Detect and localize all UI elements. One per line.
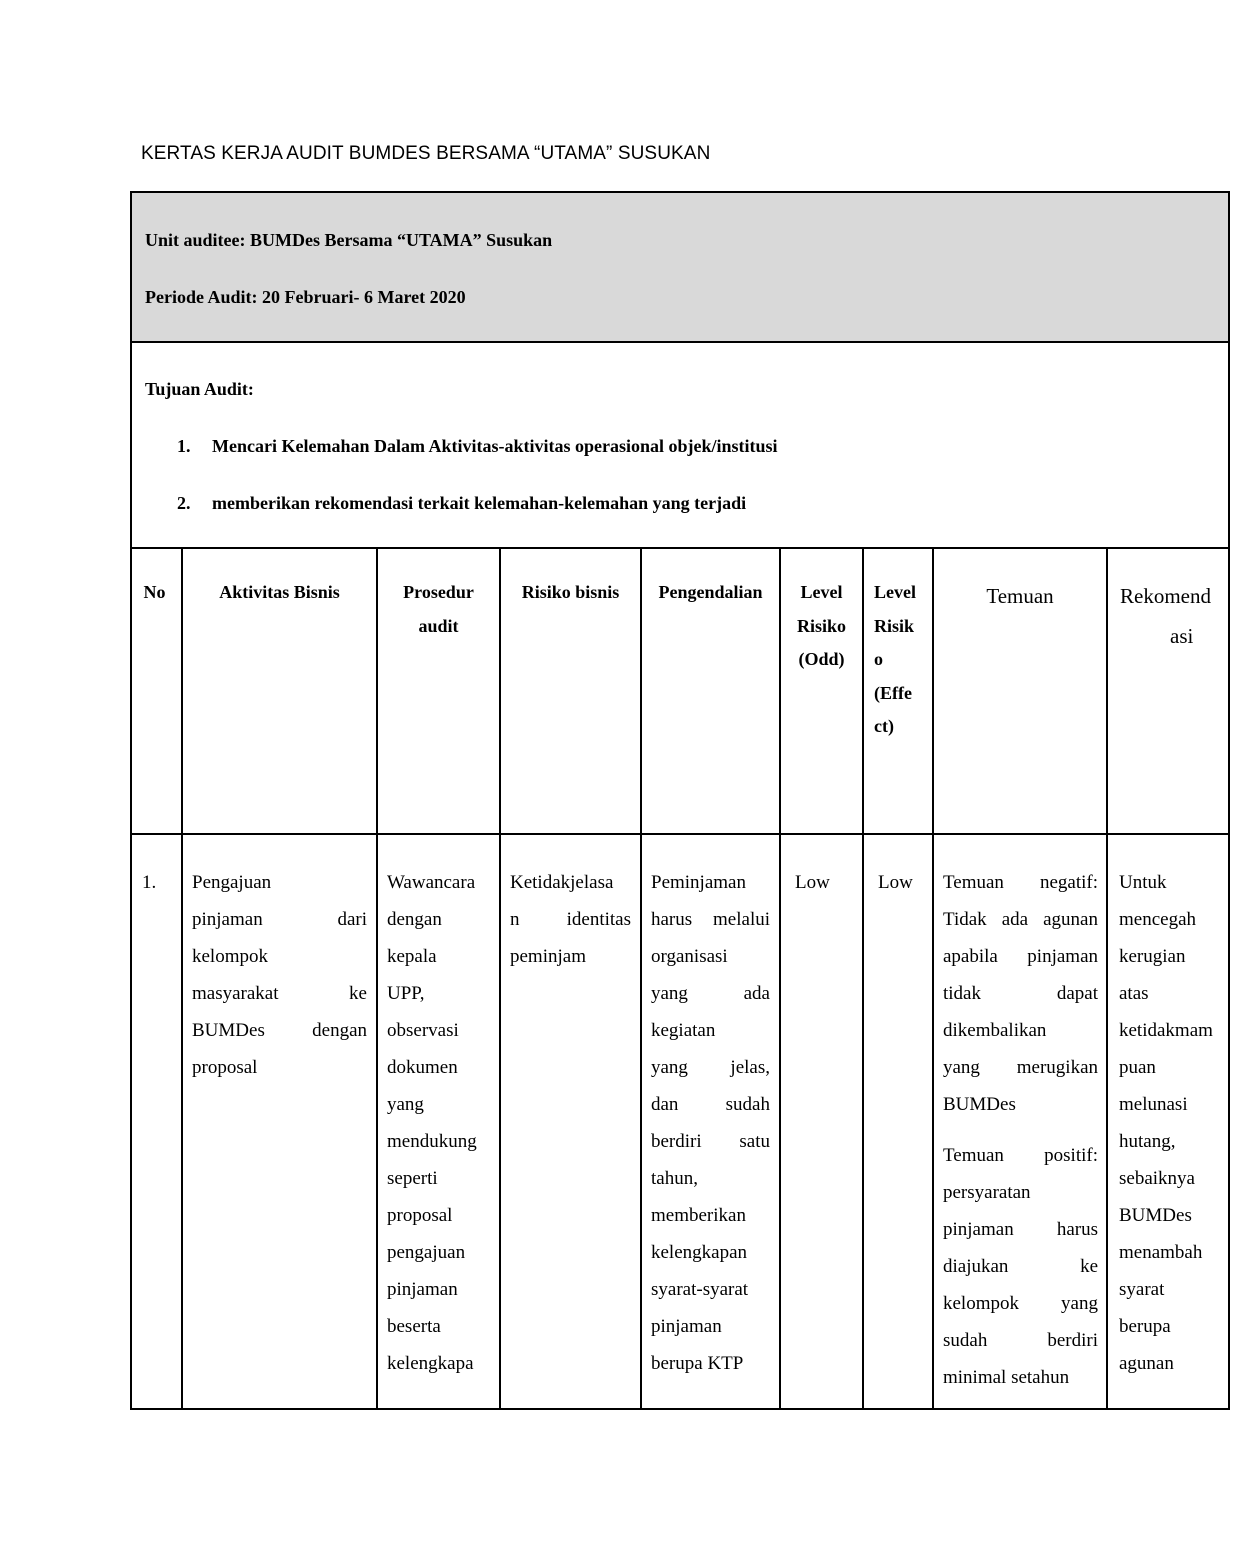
text-line: berupa KTP: [651, 1353, 744, 1374]
text-line: syarat: [1119, 1279, 1165, 1300]
objectives-heading: Tujuan Audit:: [145, 379, 254, 399]
cell-aktivitas: [192, 864, 367, 1086]
text-line: tidak dapat: [943, 983, 1098, 1004]
text-line: Temuan positif:: [943, 1145, 1098, 1166]
text-line: berdiri satu: [651, 1131, 770, 1152]
document-title: KERTAS KERJA AUDIT BUMDES BERSAMA “UTAMA” SUSUKAN: [141, 143, 711, 164]
header-prosedur-audit: [378, 576, 499, 643]
cell-prosedur: [387, 864, 490, 1382]
text-line: Tidak ada agunan: [943, 909, 1098, 930]
text-line: menambah: [1119, 1242, 1203, 1263]
cell-rekomendasi: [1119, 864, 1249, 1382]
header-line: Prosedur: [403, 582, 474, 602]
temuan-negatif: [943, 864, 1098, 1123]
text-line: n identitas: [510, 909, 631, 930]
text-line: pinjaman harus: [943, 1219, 1098, 1240]
header-level-risiko-odd: [781, 576, 862, 677]
cell-temuan: [943, 864, 1098, 1396]
text-line: proposal: [192, 1057, 258, 1078]
cell-risiko: [510, 864, 631, 975]
temuan-positif: [943, 1137, 1098, 1396]
column-divider: [181, 547, 183, 1410]
header-aktivitas-bisnis: Aktivitas Bisnis: [219, 582, 340, 602]
text-line: UPP,: [387, 983, 425, 1004]
text-line: atas: [1119, 983, 1149, 1004]
column-divider: [1106, 547, 1108, 1410]
header-line: (Odd): [798, 649, 845, 669]
text-line: kelengkapan: [651, 1242, 748, 1263]
cell-level-effect: Low: [878, 872, 913, 893]
text-line: dikembalikan: [943, 1020, 1047, 1041]
text-line: pengajuan: [387, 1242, 466, 1263]
cell-level-odd: Low: [795, 872, 830, 893]
text-line: minimal setahun: [943, 1367, 1070, 1388]
text-line: beserta: [387, 1316, 441, 1337]
text-line: Untuk: [1119, 872, 1167, 893]
auditee-info-box: [132, 193, 1228, 341]
text-line: yang merugikan: [943, 1057, 1098, 1078]
cell-pengendalian: [651, 864, 770, 1382]
unit-auditee: Unit auditee: BUMDes Bersama “UTAMA” Susukan: [145, 230, 553, 250]
header-line: Risik: [874, 615, 915, 636]
text-line: observasi: [387, 1020, 459, 1041]
text-line: yang ada: [651, 983, 770, 1004]
header-line: Level: [874, 582, 916, 602]
header-temuan: Temuan: [986, 584, 1054, 608]
text-line: Temuan negatif:: [943, 872, 1098, 893]
text-line: syarat-syarat: [651, 1279, 749, 1300]
text-line: BUMDes: [1119, 1205, 1192, 1226]
column-divider: [640, 547, 642, 1410]
text-line: memberikan: [651, 1205, 746, 1226]
text-line: sebaiknya: [1119, 1168, 1195, 1189]
text-line: peminjam: [510, 946, 586, 967]
text-line: harus melalui: [651, 909, 770, 930]
text-line: Pengajuan: [192, 872, 272, 893]
header-line: ct): [874, 716, 894, 736]
text-line: persyaratan: [943, 1182, 1031, 1203]
divider: [132, 341, 1228, 343]
header-line: asi: [1170, 624, 1194, 648]
header-level-risiko-effect: [864, 576, 930, 744]
column-divider: [932, 547, 934, 1410]
text-line: BUMDes: [943, 1094, 1016, 1115]
objective-item: memberikan rekomendasi terkait kelemahan-kelemahan yang terjadi: [212, 493, 747, 513]
divider: [132, 833, 1228, 835]
objective-item: Mencari Kelemahan Dalam Aktivitas-aktivitas operasional objek/institusi: [212, 436, 778, 456]
audit-period: Periode Audit: 20 Februari- 6 Maret 2020: [145, 287, 466, 307]
text-line: puan: [1119, 1057, 1156, 1078]
objective-number: 1.: [177, 436, 191, 456]
text-line: melunasi: [1119, 1094, 1188, 1115]
header-line: Rekomend: [1120, 584, 1211, 608]
text-line: dengan: [387, 909, 442, 930]
header-pengendalian: Pengendalian: [658, 582, 763, 602]
text-line: dokumen: [387, 1057, 458, 1078]
text-line: mendukung: [387, 1131, 477, 1152]
column-divider: [499, 547, 501, 1410]
text-line: BUMDes dengan: [192, 1020, 367, 1041]
text-line: organisasi: [651, 946, 728, 967]
column-divider: [376, 547, 378, 1410]
text-line: dan sudah: [651, 1094, 770, 1115]
text-line: berupa: [1119, 1316, 1171, 1337]
text-line: pinjaman dari: [192, 909, 367, 930]
objective-number: 2.: [177, 493, 191, 513]
text-line: pinjaman: [387, 1279, 458, 1300]
header-line: o: [874, 649, 883, 669]
header-rekomendasi: [1108, 576, 1248, 656]
header-line: Risiko: [796, 615, 847, 636]
text-line: kelompok: [192, 946, 268, 967]
text-line: Peminjaman: [651, 872, 746, 893]
text-line: tahun,: [651, 1168, 698, 1189]
header-no: No: [143, 582, 166, 602]
text-line: kelompok yang: [943, 1293, 1098, 1314]
text-line: ketidakmam: [1119, 1020, 1213, 1041]
text-line: kegiatan: [651, 1020, 716, 1041]
row-number: 1.: [142, 872, 157, 893]
text-line: yang jelas,: [651, 1057, 770, 1078]
divider: [132, 547, 1228, 549]
text-line: Ketidakjelasa: [510, 872, 614, 893]
audit-worksheet-table: [130, 191, 1230, 1410]
text-line: agunan: [1119, 1353, 1174, 1374]
header-risiko-bisnis: Risiko bisnis: [521, 582, 620, 602]
header-line: (Effe: [874, 682, 912, 703]
text-line: sudah berdiri: [943, 1330, 1098, 1351]
text-line: kelengkapa: [387, 1353, 474, 1374]
text-line: Wawancara: [387, 872, 476, 893]
text-line: pinjaman: [651, 1316, 722, 1337]
text-line: masyarakat ke: [192, 983, 367, 1004]
text-line: hutang,: [1119, 1131, 1176, 1152]
text-line: yang: [387, 1094, 424, 1115]
text-line: mencegah: [1119, 909, 1197, 930]
text-line: diajukan ke: [943, 1256, 1098, 1277]
text-line: kepala: [387, 946, 437, 967]
text-line: apabila pinjaman: [943, 946, 1098, 967]
header-line: Level: [800, 582, 843, 602]
text-line: kerugian: [1119, 946, 1186, 967]
header-line: audit: [418, 615, 459, 636]
text-line: proposal: [387, 1205, 453, 1226]
text-line: seperti: [387, 1168, 438, 1189]
spacer: [943, 1123, 1098, 1137]
